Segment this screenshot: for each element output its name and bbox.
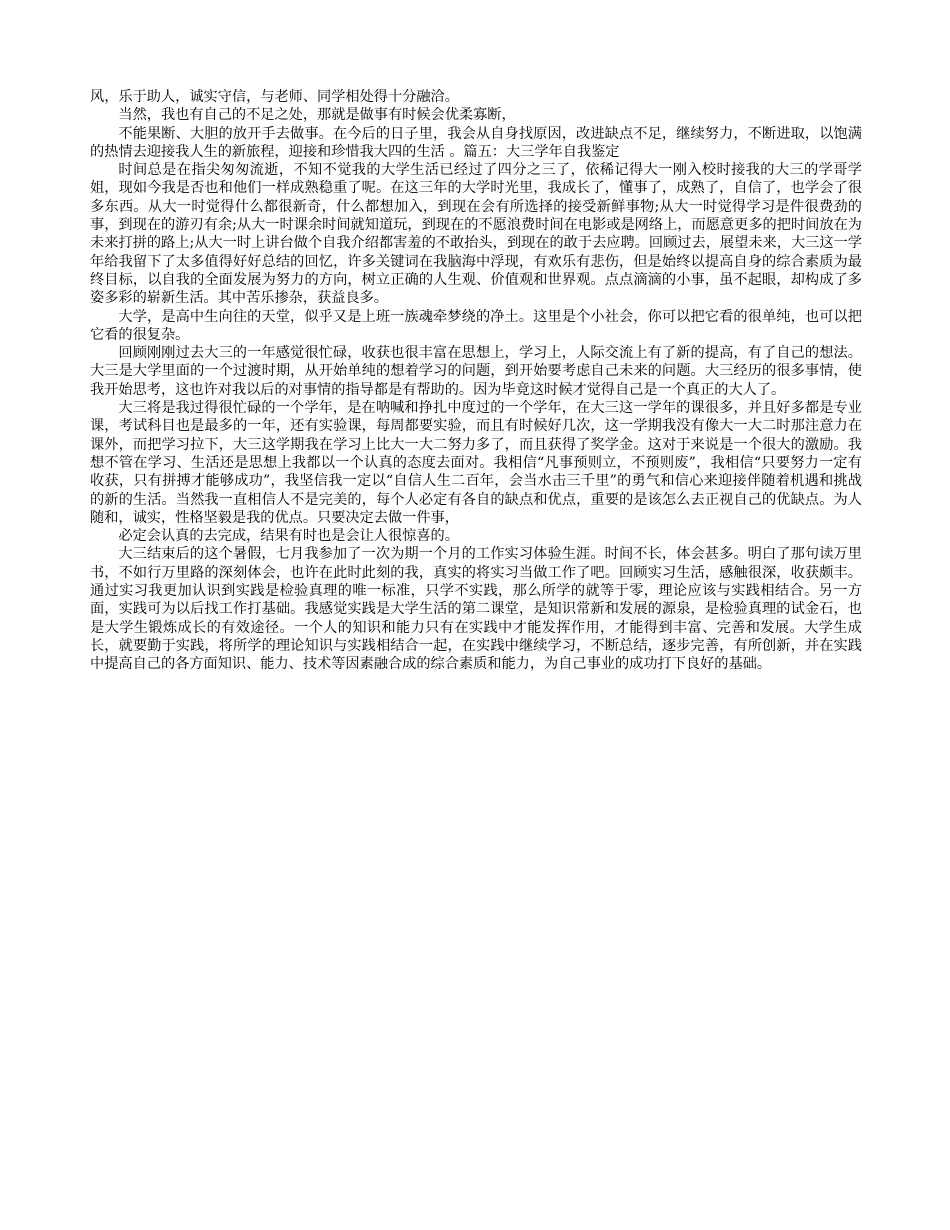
- paragraph: 大学，是高中生向往的天堂，似乎又是上班一族魂牵梦绕的净土。这里是个小社会，你可以把它看的很单纯，也可以把它看的很复杂。: [90, 308, 862, 343]
- paragraph: 大三结束后的这个暑假，七月我参加了一次为期一个月的工作实习体验生涯。时间不长，体会甚多。明白了那句读万里书，不如行万里路的深刻体会，也许在此时此刻的我，真实的将实习当做工作了吧。回顾实习生活，感触很深，收获颇丰。通过实习我更加认识到实践是检验真理的唯一标准，只学不实践，那么所学的就等于零，理论应该与实践相结合。另一方面，实践可为以后找工作打基础。我感觉实践是大学生活的第二课堂，是知识常新和发展的源泉，是检验真理的试金石，也是大学生锻炼成长的有效途径。一个人的知识和能力只有在实践中才能发挥作用，才能得到丰富、完善和发展。大学生成长，就要勤于实践，将所学的理论知识与实践相结合一起，在实践中继续学习，不断总结，逐步完善，有所创新，并在实践中提高自己的各方面知识、能力、技术等因素融合成的综合素质和能力，为自己事业的成功打下良好的基础。: [90, 546, 862, 673]
- paragraph: 当然，我也有自己的不足之处，那就是做事有时候会优柔寡断，: [118, 107, 516, 124]
- paragraph: 不能果断、大胆的放开手去做事。在今后的日子里，我会从自身找原因，改进缺点不足，继续努力，不断进取，以饱满的热情去迎接我人生的新旅程，迎接和珍惜我大四的生活 。篇五：大三学年自我鉴定: [90, 125, 862, 160]
- paragraph: 时间总是在指尖匆匆流逝，不知不觉我的大学生活已经过了四分之三了，依稀记得大一刚入校时接我的大三的学哥学姐，现如今我是否也和他们一样成熟稳重了呢。在这三年的大学时光里，我成长了，懂事了，成熟了，自信了，也学会了很多东西。从大一时觉得什么都很新奇，什么都想加入，到现在会有所选择的接受新鲜事物;从大一时觉得学习是件很费劲的事，到现在的游刃有余;从大一时课余时间就知道玩，到现在的不愿浪费时间在电影或是网络上，而愿意更多的把时间放在为未来打拼的路上;从大一时上讲台做个自我介绍都害羞的不敢抬头，到现在的敢于去应聘。回顾过去，展望未来，大三这一学年给我留下了太多值得好好总结的回忆，许多关键词在我脑海中浮现，有欢乐有悲伤，但是始终以提高自身的综合素质为最终目标，以自我的全面发展为努力的方向，树立正确的人生观、价值观和世界观。点点滴滴的小事，虽不起眼，却构成了多姿多彩的崭新生活。其中苦乐掺杂，获益良多。: [90, 162, 862, 307]
- paragraph: 风，乐于助人，诚实守信，与老师、同学相处得十分融洽。: [90, 89, 459, 105]
- document-body: [90, 88, 862, 674]
- paragraph: 回顾刚刚过去大三的一年感觉很忙碌，收获也很丰富在思想上，学习上，人际交流上有了新的提高，有了自己的想法。大三是大学里面的一个过渡时期，从开始单纯的想着学习的问题，到开始要考虑自己未来的问题。大三经历的很多事情，使我开始思考，这也许对我以后的对事情的指导都是有帮助的。因为毕竟这时候才觉得自己是一个真正的大人了。: [90, 345, 862, 398]
- paragraph: 大三将是我过得很忙碌的一个学年，是在呐喊和挣扎中度过的一个学年，在大三这一学年的课很多，并且好多都是专业课，考试科目也是最多的一年，还有实验课，每周都要实验，而且有时候好几次，这一学期我没有像大一大二时那注意力在课外，而把学习拉下，大三这学期我在学习上比大一大二努力多了，而且获得了奖学金。这对于来说是一个很大的激励。我想不管在学习、生活还是思想上我都以一个认真的态度去面对。我相信“凡事预则立，不预则废”，我相信“只要努力一定有收获，只有拼搏才能够成功”，我坚信我一定以“自信人生二百年，会当水击三千里”的勇气和信心来迎接伴随着机遇和挑战的新的生活。当然我一直相信人不是完美的，每个人必定有各自的缺点和优点，重要的是该怎么去正视自己的优缺点。为人随和，诚实，性格坚毅是我的优点。只要决定去做一件事，: [90, 400, 862, 526]
- paragraph: 必定会认真的去完成，结果有时也是会让人很惊喜的。: [118, 528, 459, 545]
